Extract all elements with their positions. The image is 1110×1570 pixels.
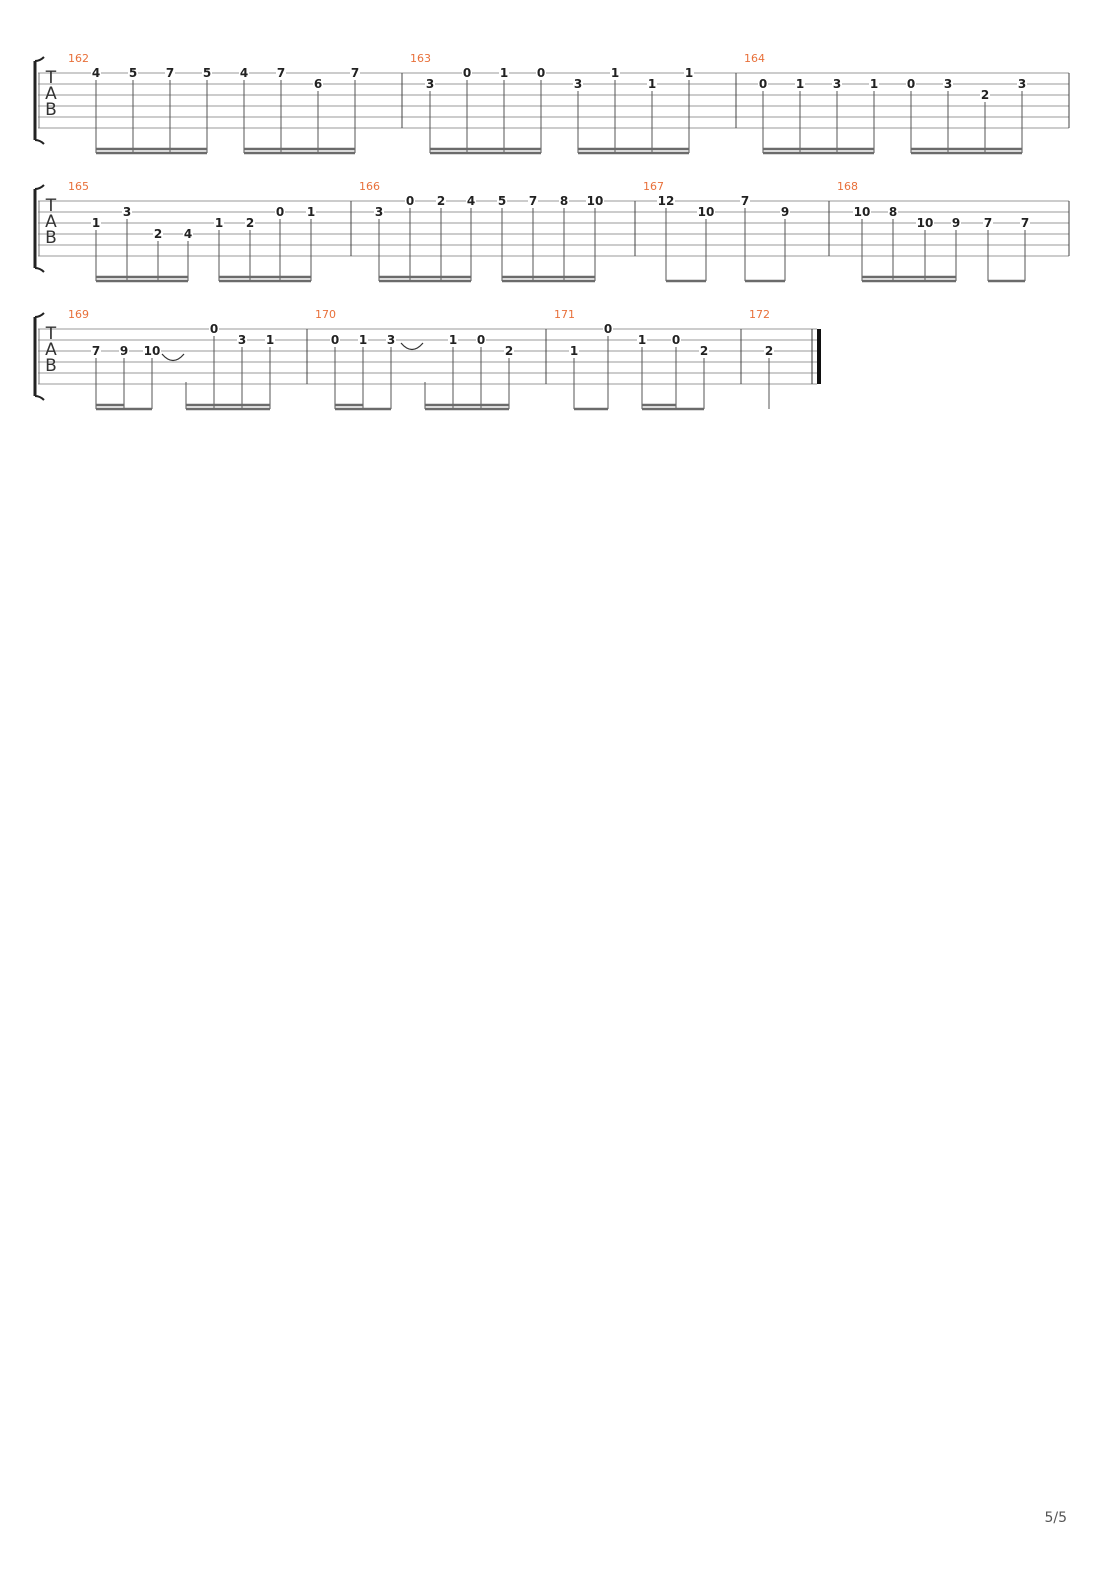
fret-number: 2 <box>764 344 774 358</box>
fret-number: 3 <box>374 205 384 219</box>
fret-number: 3 <box>832 77 842 91</box>
fret-number: 5 <box>128 66 138 80</box>
fret-number: 4 <box>91 66 101 80</box>
fret-number: 1 <box>869 77 879 91</box>
fret-number: 3 <box>425 77 435 91</box>
fret-number: 10 <box>143 344 161 358</box>
fret-number: 7 <box>165 66 175 80</box>
bracket-hook-bottom <box>35 140 44 144</box>
fret-number: 1 <box>610 66 620 80</box>
fret-number: 1 <box>306 205 316 219</box>
fret-number: 0 <box>758 77 768 91</box>
fret-number: 1 <box>214 216 224 230</box>
fret-number: 1 <box>795 77 805 91</box>
tab-clef-letter: A <box>45 340 57 360</box>
measure-number: 167 <box>643 180 664 193</box>
fret-number: 7 <box>91 344 101 358</box>
fret-number: 1 <box>684 66 694 80</box>
tie-arc <box>401 343 423 350</box>
fret-number: 0 <box>536 66 546 80</box>
fret-number: 0 <box>209 322 219 336</box>
fret-number: 1 <box>358 333 368 347</box>
fret-number: 9 <box>951 216 961 230</box>
measure-number: 169 <box>68 308 89 321</box>
tab-clef-letter: T <box>45 324 57 344</box>
fret-number: 7 <box>528 194 538 208</box>
bracket-hook-bottom <box>35 396 44 400</box>
measure-number: 165 <box>68 180 89 193</box>
fret-number: 10 <box>853 205 871 219</box>
fret-number: 9 <box>119 344 129 358</box>
fret-number: 4 <box>466 194 476 208</box>
fret-number: 7 <box>276 66 286 80</box>
fret-number: 3 <box>237 333 247 347</box>
fret-number: 10 <box>586 194 604 208</box>
fret-number: 1 <box>448 333 458 347</box>
measure-number: 168 <box>837 180 858 193</box>
measure-number: 164 <box>744 52 765 65</box>
fret-number: 0 <box>906 77 916 91</box>
fret-number: 2 <box>699 344 709 358</box>
bracket-hook-top <box>35 313 44 317</box>
fret-number: 0 <box>405 194 415 208</box>
bracket-hook-top <box>35 57 44 61</box>
fret-number: 2 <box>980 88 990 102</box>
measure-number: 172 <box>749 308 770 321</box>
fret-number: 4 <box>239 66 249 80</box>
page-number: 5/5 <box>1044 1510 1067 1526</box>
measure-number: 171 <box>554 308 575 321</box>
fret-number: 3 <box>386 333 396 347</box>
fret-number: 3 <box>122 205 132 219</box>
tab-clef-letter: B <box>45 100 57 120</box>
tab-clef-letter: T <box>45 68 57 88</box>
fret-number: 8 <box>559 194 569 208</box>
fret-number: 7 <box>983 216 993 230</box>
fret-number: 2 <box>436 194 446 208</box>
fret-number: 0 <box>603 322 613 336</box>
tab-clef-letter: B <box>45 228 57 248</box>
fret-number: 7 <box>740 194 750 208</box>
measure-number: 162 <box>68 52 89 65</box>
fret-number: 1 <box>569 344 579 358</box>
fret-number: 12 <box>657 194 675 208</box>
fret-number: 1 <box>265 333 275 347</box>
fret-number: 8 <box>888 205 898 219</box>
fret-number: 2 <box>504 344 514 358</box>
fret-number: 3 <box>943 77 953 91</box>
measure-number: 170 <box>315 308 336 321</box>
fret-number: 3 <box>1017 77 1027 91</box>
measure-number: 163 <box>410 52 431 65</box>
fret-number: 2 <box>245 216 255 230</box>
fret-number: 6 <box>313 77 323 91</box>
fret-number: 0 <box>462 66 472 80</box>
fret-number: 0 <box>476 333 486 347</box>
tab-clef-letter: A <box>45 84 57 104</box>
fret-number: 5 <box>202 66 212 80</box>
measure-number: 166 <box>359 180 380 193</box>
fret-number: 9 <box>780 205 790 219</box>
fret-number: 0 <box>671 333 681 347</box>
fret-number: 0 <box>275 205 285 219</box>
fret-number: 1 <box>499 66 509 80</box>
fret-number: 1 <box>647 77 657 91</box>
fret-number: 10 <box>697 205 715 219</box>
fret-number: 7 <box>1020 216 1030 230</box>
fret-number: 4 <box>183 227 193 241</box>
fret-number: 5 <box>497 194 507 208</box>
fret-number: 1 <box>637 333 647 347</box>
fret-number: 1 <box>91 216 101 230</box>
fret-number: 7 <box>350 66 360 80</box>
bracket-hook-bottom <box>35 268 44 272</box>
tab-clef-letter: B <box>45 356 57 376</box>
tab-clef-letter: T <box>45 196 57 216</box>
tie-arc <box>162 354 184 361</box>
fret-number: 10 <box>916 216 934 230</box>
tab-clef-letter: A <box>45 212 57 232</box>
bracket-hook-top <box>35 185 44 189</box>
fret-number: 3 <box>573 77 583 91</box>
fret-number: 0 <box>330 333 340 347</box>
fret-number: 2 <box>153 227 163 241</box>
